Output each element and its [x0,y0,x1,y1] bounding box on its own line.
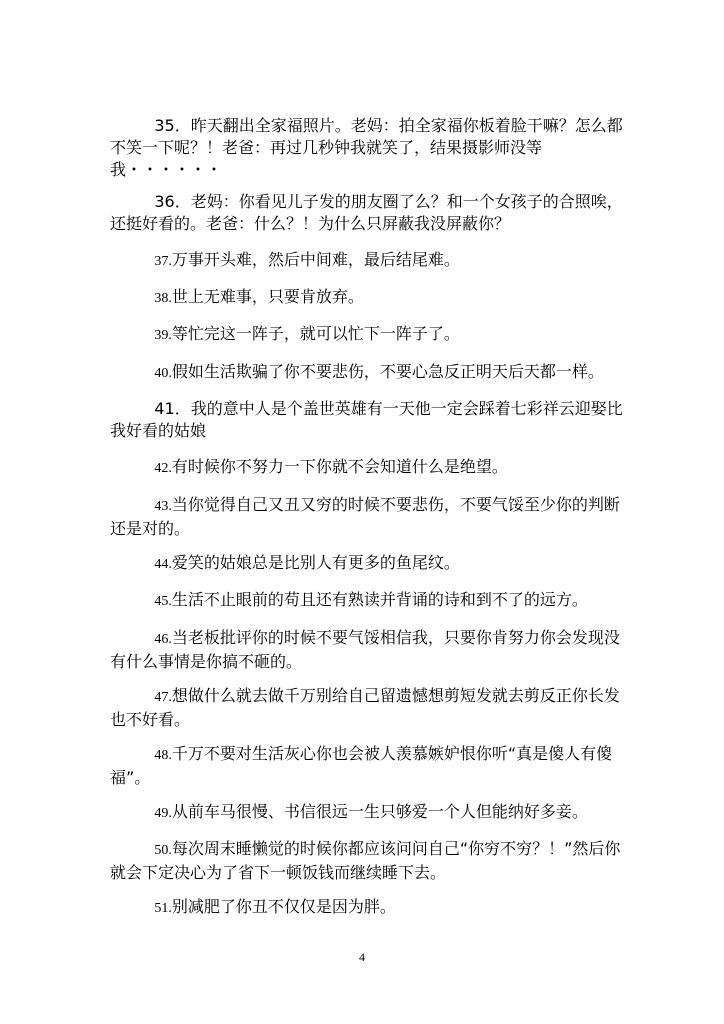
item-text: 从前车马很慢、书信很远一生只够爱一个人但能纳好多妾。 [171,802,588,821]
list-item [110,874,630,942]
item-number: 48. [154,748,172,763]
item-text: 等忙完这一阵子，就可以忙下一阵子了。 [171,324,460,343]
item-number: 45. [154,594,172,609]
item-number: 51. [154,901,172,916]
item-number: 42. [154,461,172,476]
item-text: 当你觉得自己又丑又穷的时候不要悲伤，不要气馁至少你的判断还是对的。 [110,495,620,538]
item-text: 我的意中人是个盖世英雄有一天他一定会踩着七彩祥云迎娶比我好看的姑娘 [110,399,623,440]
item-text: 昨天翻出全家福照片。老妈：拍全家福你板着脸干嘛？怎么都不笑一下呢？！老爸：再过几秒钟我就笑了，结果摄影师没等我・・・・・・ [110,116,623,179]
item-number: 47. [154,690,172,705]
item-text: 爱笑的姑娘总是比别人有更多的鱼尾纹。 [171,553,460,572]
item-text: 千万不要对生活灰心你也会被人羡慕嫉妒恨你听“真是傻人有傻福”。 [110,744,613,787]
item-number: 40. [154,366,172,381]
item-number: 50. [154,843,172,858]
item-text: 当老板批评你的时候不要气馁相信我，只要你肯努力你会发现没有什么事情是你搞不砸的。 [110,628,620,671]
item-number: 44. [154,557,172,572]
item-number: 41． [154,399,191,418]
item-text: 别减肥了你丑不仅仅是因为胖。 [171,897,396,916]
item-text: 老妈：你看见儿子发的朋友圈了么？和一个女孩子的合照唉，还挺好看的。老爸：什么？！为什么只屏蔽我没屏蔽你？ [110,192,623,233]
item-text: 想做什么就去做千万别给自己留遗憾想剪短发就去剪反正你长发也不好看。 [110,686,620,729]
item-text: 假如生活欺骗了你不要悲伤，不要心急反正明天后天都一样。 [171,362,604,381]
item-number: 36． [154,192,191,211]
item-text: 世上无难事，只要肯放弃。 [171,287,364,306]
item-text: 万事开头难，然后中间难，最后结尾难。 [171,250,460,269]
item-number: 49. [154,806,172,821]
item-text: 生活不止眼前的苟且还有熟读并背诵的诗和到不了的远方。 [171,590,588,609]
item-number: 37. [154,254,172,269]
item-number: 39. [154,328,172,343]
item-text: 每次周末睡懒觉的时候你都应该问问自己“你穷不穷？！”然后你就会下定决心为了省下一顿饭钱而继续睡下去。 [110,839,621,882]
item-number: 46. [154,632,172,647]
item-number: 35． [154,116,191,135]
page-number: 4 [359,950,365,964]
item-text: 有时候你不努力一下你就不会知道什么是绝望。 [171,457,508,476]
item-number: 43. [154,499,172,514]
item-number: 38. [154,291,172,306]
